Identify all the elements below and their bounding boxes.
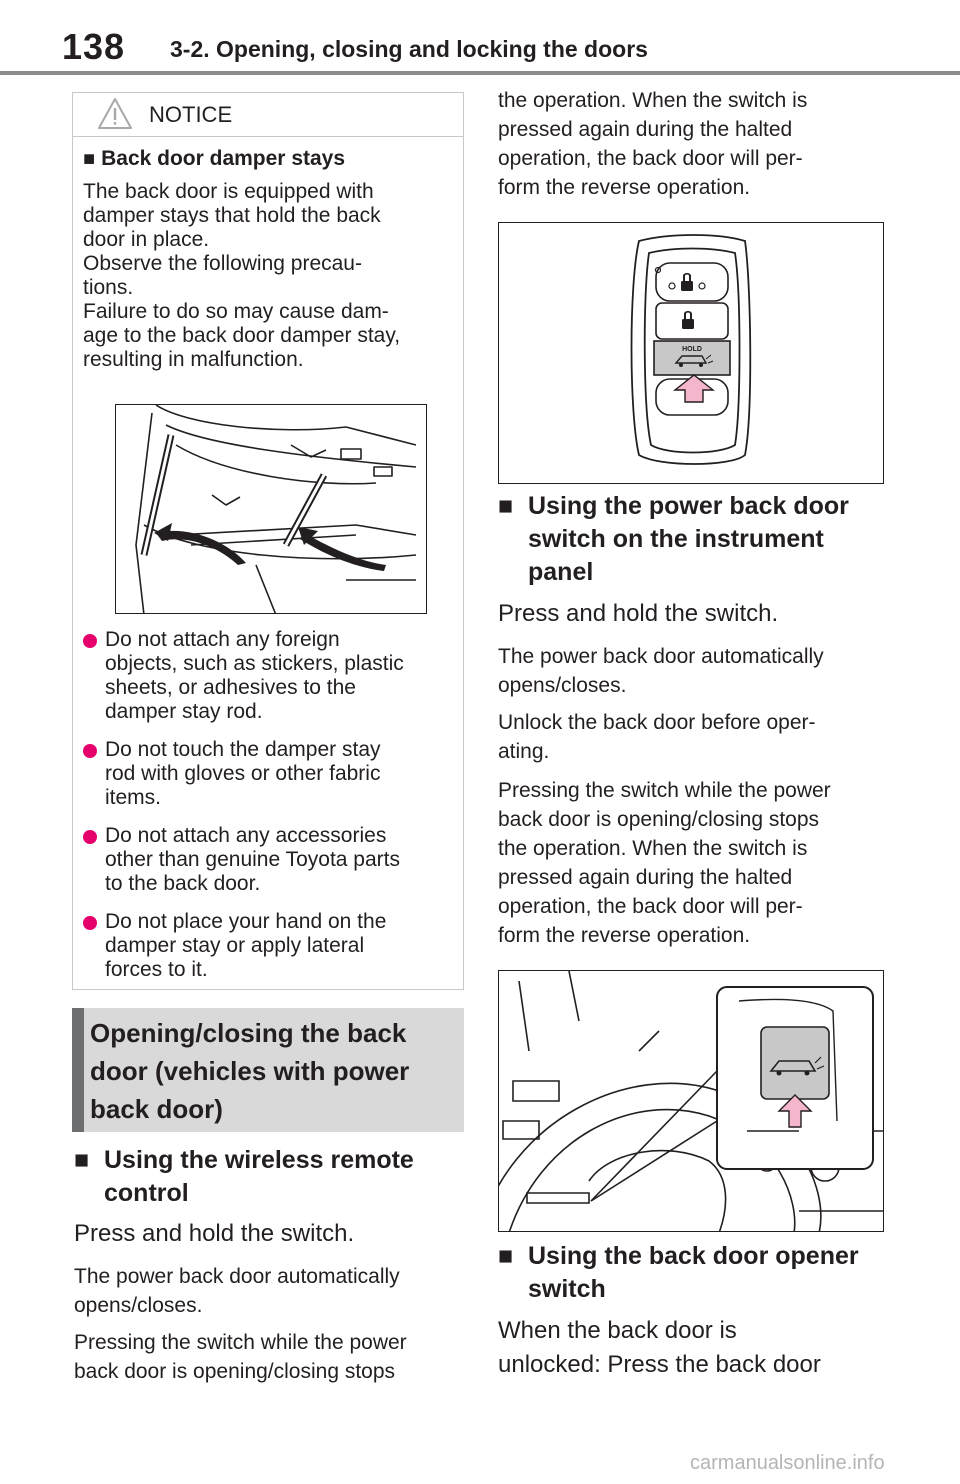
- notice-bullet: [83, 738, 463, 810]
- bullet-line: forces to it.: [105, 958, 208, 981]
- instrument-panel-illustration: [498, 970, 884, 1232]
- body-line: pressed again during the halted: [498, 118, 793, 141]
- instrument-panel-switch: [761, 1027, 829, 1099]
- body-line: the operation. When the switch is: [498, 89, 808, 112]
- hold-label: HOLD: [682, 346, 702, 353]
- body-line: ating.: [498, 740, 550, 763]
- header-rule: [0, 71, 960, 75]
- bullet-line: Do not place your hand on the: [105, 910, 387, 933]
- bullet-dot-icon: [83, 830, 97, 844]
- notice-intro-line: resulting in malfunction.: [83, 348, 304, 371]
- bullet-line: damper stay or apply lateral: [105, 934, 365, 957]
- notice-bullet: [83, 824, 463, 896]
- power-back-door-heading: [72, 1008, 464, 1132]
- body-line: form the reverse operation.: [498, 924, 751, 947]
- bullet-line: rod with gloves or other fabric: [105, 762, 381, 785]
- section-title: 3-2. Opening, closing and locking the doors: [170, 36, 648, 62]
- subheading-line: switch on the instrument: [528, 525, 824, 553]
- notice-intro-line: age to the back door damper stay,: [83, 324, 401, 347]
- body-line: back door is opening/closing stops: [74, 1360, 396, 1383]
- warning-triangle-icon: [97, 97, 133, 131]
- body-line: pressed again during the halted: [498, 866, 793, 889]
- subheading-line: Using the wireless remote: [104, 1146, 414, 1174]
- heading-line: door (vehicles with power: [90, 1056, 410, 1086]
- notice-intro-line: tions.: [83, 276, 134, 299]
- remote-body-1: [74, 1262, 474, 1320]
- heading-line: back door): [90, 1094, 223, 1124]
- notice-body: [73, 137, 463, 982]
- notice-heading: [83, 145, 463, 173]
- notice-bullet: [83, 628, 463, 724]
- bullet-line: Do not attach any foreign: [105, 628, 340, 651]
- back-door-damper-drawing: [116, 405, 427, 614]
- instrument-panel-drawing: [499, 971, 884, 1232]
- notice-label: NOTICE: [149, 102, 233, 127]
- notice-intro: [83, 180, 455, 372]
- notice-intro-line: Failure to do so may cause dam-: [83, 300, 389, 323]
- lead-line: unlocked: Press the back door: [498, 1351, 821, 1378]
- subheading-marker: ■: [498, 492, 514, 520]
- notice-intro-line: Observe the following precau-: [83, 252, 362, 275]
- key-fob-drawing: [499, 223, 884, 484]
- remote-body-continued: [498, 86, 898, 202]
- body-line: operation, the back door will per-: [498, 147, 803, 170]
- body-line: form the reverse operation.: [498, 176, 751, 199]
- bullet-line: objects, such as stickers, plastic: [105, 652, 404, 675]
- bullet-line: damper stay rod.: [105, 700, 263, 723]
- subheading-line: panel: [528, 558, 594, 586]
- bullet-line: to the back door.: [105, 872, 261, 895]
- bullet-line: Do not touch the damper stay: [105, 738, 381, 761]
- panel-lead: Press and hold the switch.: [498, 600, 779, 627]
- panel-body-1: [498, 642, 898, 700]
- body-line: operation, the back door will per-: [498, 895, 803, 918]
- body-line: The power back door automatically: [498, 645, 824, 668]
- bullet-line: other than genuine Toyota parts: [105, 848, 400, 871]
- subheading-line: Using the power back door: [528, 492, 849, 520]
- bullet-dot-icon: [83, 916, 97, 930]
- subheading-line: control: [104, 1179, 189, 1207]
- bullet-line: Do not attach any accessories: [105, 824, 387, 847]
- body-line: opens/closes.: [74, 1294, 203, 1317]
- body-line: Pressing the switch while the power: [74, 1331, 407, 1354]
- opener-subheading: [498, 1240, 898, 1306]
- panel-body-3: [498, 776, 898, 950]
- remote-lead: Press and hold the switch.: [74, 1220, 355, 1247]
- remote-subheading: [74, 1144, 466, 1210]
- body-line: back door is opening/closing stops: [498, 808, 820, 831]
- wireless-remote-illustration: [498, 222, 884, 484]
- body-line: the operation. When the switch is: [498, 837, 808, 860]
- watermark: carmanualsonline.info: [690, 1452, 885, 1474]
- notice-heading-marker: ■: [83, 148, 96, 170]
- bullet-line: sheets, or adhesives to the: [105, 676, 356, 699]
- subheading-marker: ■: [74, 1146, 90, 1174]
- notice-header: [73, 93, 463, 137]
- opener-lead: [498, 1314, 898, 1382]
- notice-intro-line: damper stays that hold the back: [83, 204, 381, 227]
- notice-intro-line: door in place.: [83, 228, 210, 251]
- notice-bullet-list: [83, 628, 463, 982]
- body-line: Pressing the switch while the power: [498, 779, 831, 802]
- body-line: The power back door automatically: [74, 1265, 400, 1288]
- subheading-marker: ■: [498, 1242, 514, 1270]
- bullet-dot-icon: [83, 744, 97, 758]
- remote-body-2: [74, 1328, 474, 1386]
- damper-stay-illustration: [115, 404, 427, 614]
- panel-subheading: [498, 490, 898, 589]
- bullet-dot-icon: [83, 634, 97, 648]
- notice-box: [72, 92, 464, 990]
- subheading-line: switch: [528, 1275, 606, 1303]
- notice-intro-line: The back door is equipped with: [83, 180, 374, 203]
- notice-heading-text: Back door damper stays: [101, 147, 346, 170]
- body-line: Unlock the back door before oper-: [498, 711, 816, 734]
- lead-line: When the back door is: [498, 1317, 737, 1344]
- body-line: opens/closes.: [498, 674, 627, 697]
- bullet-line: items.: [105, 786, 162, 809]
- page-header: [0, 0, 960, 80]
- subheading-line: Using the back door opener: [528, 1242, 859, 1270]
- panel-body-2: [498, 708, 898, 766]
- page-number: 138: [62, 26, 126, 67]
- notice-bullet: [83, 910, 463, 982]
- heading-line: Opening/closing the back: [90, 1018, 407, 1048]
